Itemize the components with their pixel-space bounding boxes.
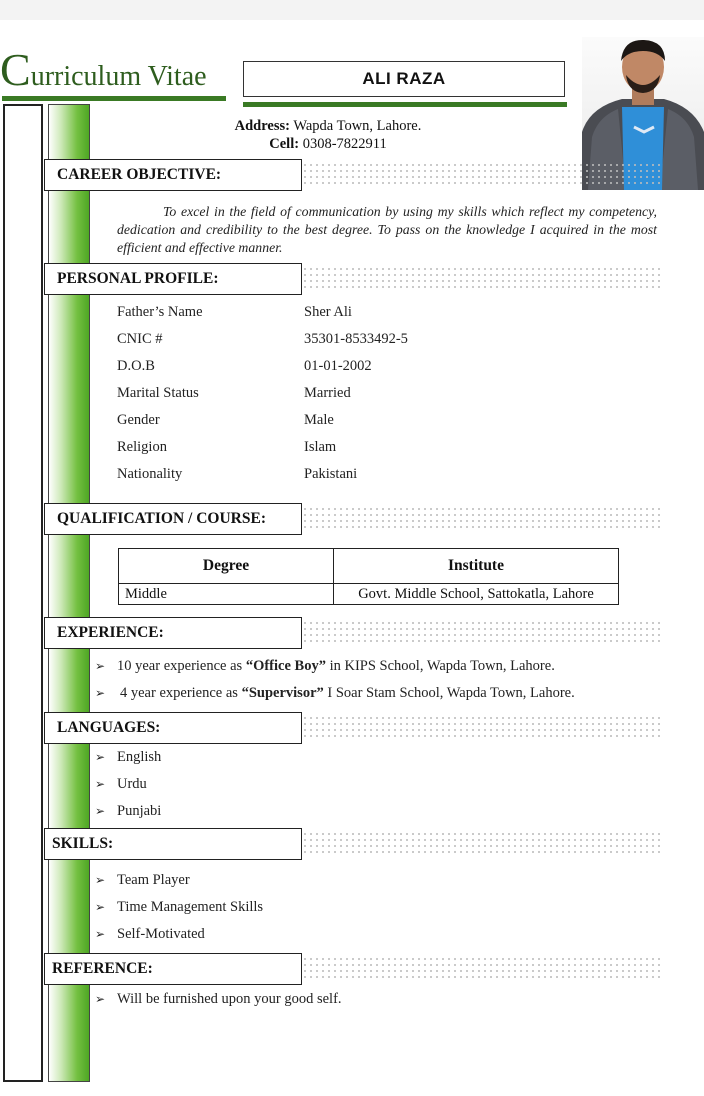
arrow-bullet-icon: ➢ bbox=[95, 750, 106, 764]
dotted-fill bbox=[302, 162, 662, 188]
institute-column-header: Institute bbox=[334, 549, 619, 584]
arrow-bullet-icon: ➢ bbox=[95, 686, 106, 700]
address-line: Address: Wapda Town, Lahore. bbox=[234, 118, 422, 134]
title-underline bbox=[2, 96, 226, 101]
table-row bbox=[119, 584, 619, 605]
arrow-bullet-icon: ➢ bbox=[95, 927, 106, 941]
list-item: ➢ 4 year experience as “Supervisor” I Soar Stam School, Wapda Town, Lahore. bbox=[95, 685, 575, 701]
list-item: ➢ Self-Motivated bbox=[95, 926, 205, 942]
dotted-fill bbox=[302, 266, 662, 292]
list-item: ➢ Will be furnished upon your good self. bbox=[95, 991, 342, 1007]
arrow-bullet-icon: ➢ bbox=[95, 659, 106, 673]
qualification-table bbox=[118, 548, 619, 605]
dotted-fill bbox=[302, 831, 662, 857]
name-underline bbox=[243, 102, 567, 107]
arrow-bullet-icon: ➢ bbox=[95, 900, 106, 914]
left-border-panel bbox=[3, 104, 43, 1082]
list-item: ➢ Urdu bbox=[95, 776, 147, 792]
institute-cell: Govt. Middle School, Sattokatla, Lahore bbox=[334, 584, 619, 605]
qualification-heading: QUALIFICATION / COURSE: bbox=[44, 503, 302, 535]
green-gradient-bar bbox=[48, 104, 90, 1082]
dotted-fill bbox=[302, 956, 662, 982]
arrow-bullet-icon: ➢ bbox=[95, 873, 106, 887]
languages-heading: LANGUAGES: bbox=[44, 712, 302, 744]
arrow-bullet-icon: ➢ bbox=[95, 992, 106, 1006]
top-strip bbox=[0, 0, 704, 20]
dotted-fill bbox=[302, 715, 662, 741]
degree-cell: Middle bbox=[119, 584, 334, 605]
name-box: ALI RAZA bbox=[243, 61, 565, 97]
degree-column-header: Degree bbox=[119, 549, 334, 584]
career-objective-heading: CAREER OBJECTIVE: bbox=[44, 159, 302, 191]
dotted-fill bbox=[302, 620, 662, 646]
skills-heading: SKILLS: bbox=[44, 828, 302, 860]
career-objective-text: To excel in the field of communication by using my skills which reflect my competency, dedication and credibility to the best degree. To pass on the knowledge I acquired in the most efficient and effective manner. bbox=[117, 204, 657, 255]
arrow-bullet-icon: ➢ bbox=[95, 777, 106, 791]
cv-title: Curriculum Vitae bbox=[0, 44, 207, 95]
list-item: ➢ 10 year experience as “Office Boy” in KIPS School, Wapda Town, Lahore. bbox=[95, 658, 555, 674]
arrow-bullet-icon: ➢ bbox=[95, 804, 106, 818]
table-header-row bbox=[119, 549, 619, 584]
dotted-fill bbox=[302, 506, 662, 532]
personal-profile-heading: PERSONAL PROFILE: bbox=[44, 263, 302, 295]
list-item: ➢ Team Player bbox=[95, 872, 190, 888]
list-item: ➢ English bbox=[95, 749, 162, 765]
cell-line: Cell: 0308-7822911 bbox=[269, 136, 387, 152]
list-item: ➢ Time Management Skills bbox=[95, 899, 264, 915]
experience-heading: EXPERIENCE: bbox=[44, 617, 302, 649]
contact-block bbox=[223, 117, 433, 153]
list-item: ➢ Punjabi bbox=[95, 803, 162, 819]
reference-heading: REFERENCE: bbox=[44, 953, 302, 985]
